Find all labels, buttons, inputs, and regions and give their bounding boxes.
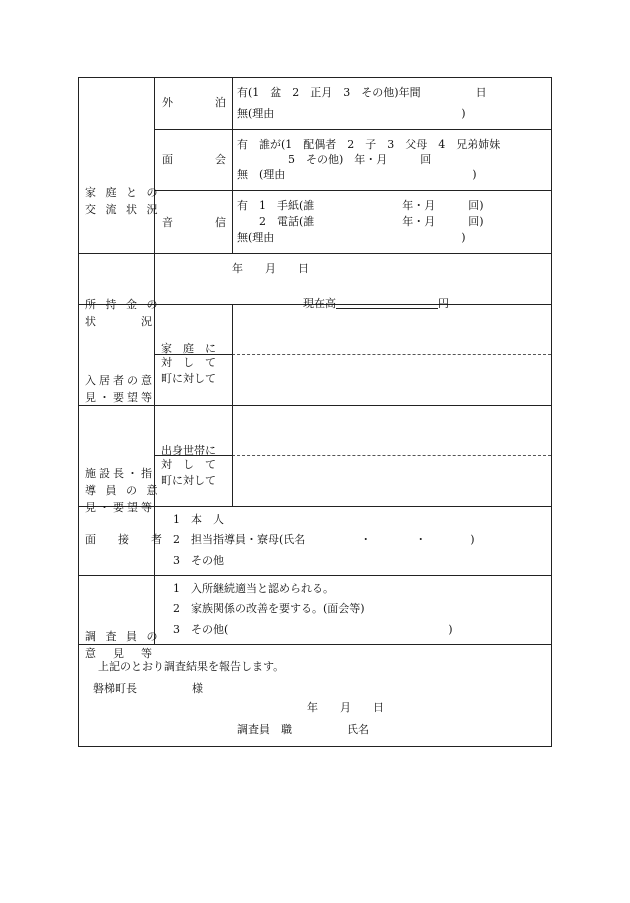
facility-sub1: 出身世帯に 対 し て bbox=[161, 444, 216, 471]
report-addressee: 磐梯町長 様 bbox=[93, 682, 203, 695]
menkai-line1: 有 誰が(1 配偶者 2 子 3 父母 4 兄弟姉妹 bbox=[237, 138, 501, 151]
report-statement: 上記のとおり調査結果を報告します。 bbox=[98, 660, 285, 673]
sub-row-divider bbox=[154, 190, 551, 191]
interviewer-option-1[interactable]: 1 本 人 bbox=[173, 513, 224, 526]
onshin-label-a: 音 bbox=[162, 216, 173, 229]
gaihaku-label-a: 外 bbox=[162, 96, 173, 109]
menkai-line3: 無 (理由 ) bbox=[237, 168, 477, 181]
balance-label: 現在高 bbox=[303, 297, 336, 310]
report-date: 年 月 日 bbox=[307, 701, 384, 714]
column-divider bbox=[232, 304, 233, 506]
row-divider bbox=[79, 575, 551, 576]
investigation-report-form bbox=[78, 77, 552, 747]
menkai-label-b: 会 bbox=[215, 153, 226, 166]
resident-town-opinion-field[interactable] bbox=[235, 357, 547, 401]
resident-sub1: 家 庭 に 対 し て bbox=[161, 342, 216, 369]
column-divider bbox=[232, 78, 233, 253]
interviewer-option-3[interactable]: 3 その他 bbox=[173, 554, 224, 567]
onshin-line2: 2 電話(誰 年・月 回) bbox=[259, 215, 484, 228]
facility-section-label: 施設長・指 導 員 の 意 見・要望等 bbox=[85, 467, 161, 514]
resident-sub2: 町に対して bbox=[161, 372, 216, 385]
opinion-option-2[interactable]: 2 家族関係の改善を要する。(面会等) bbox=[173, 602, 365, 615]
money-section-label: 所 持 金 の 状 況 bbox=[85, 298, 161, 328]
family-section-label: 家 庭 と の 交 流 状 況 bbox=[85, 186, 161, 216]
report-signature: 調査員 職 氏名 bbox=[237, 723, 369, 736]
opinion-section-label: 調 査 員 の 意 見 等 bbox=[85, 630, 161, 660]
interviewer-label: 面 接 者 bbox=[85, 533, 162, 546]
balance-unit: 円 bbox=[438, 297, 449, 310]
onshin-line1: 有 1 手紙(誰 年・月 回) bbox=[237, 199, 484, 212]
dashed-divider bbox=[232, 455, 551, 456]
row-divider bbox=[79, 253, 551, 254]
opinion-option-3[interactable]: 3 その他( ) bbox=[173, 623, 453, 636]
facility-town-opinion-field[interactable] bbox=[235, 458, 547, 502]
menkai-line2: 5 その他) 年・月 回 bbox=[288, 153, 432, 166]
onshin-line3: 無(理由 ) bbox=[237, 231, 466, 244]
facility-household-opinion-field[interactable] bbox=[235, 408, 547, 452]
facility-sub2: 町に対して bbox=[161, 474, 216, 487]
money-date: 年 月 日 bbox=[232, 262, 309, 275]
resident-family-opinion-field[interactable] bbox=[235, 307, 547, 351]
gaihaku-label-b: 泊 bbox=[215, 96, 226, 109]
interviewer-option-2[interactable]: 2 担当指導員・寮母(氏名 ・ ・ ) bbox=[173, 533, 475, 546]
gaihaku-line2: 無(理由 ) bbox=[237, 107, 466, 120]
onshin-label-b: 信 bbox=[215, 216, 226, 229]
resident-section-label: 入居者の意 見・要望等 bbox=[85, 374, 155, 404]
opinion-option-1[interactable]: 1 入所継続適当と認められる。 bbox=[173, 582, 334, 595]
menkai-label-a: 面 bbox=[162, 153, 173, 166]
dashed-divider bbox=[232, 354, 551, 355]
gaihaku-line1: 有(1 盆 2 正月 3 その他)年間 日 bbox=[237, 86, 487, 99]
sub-row-divider bbox=[154, 129, 551, 130]
